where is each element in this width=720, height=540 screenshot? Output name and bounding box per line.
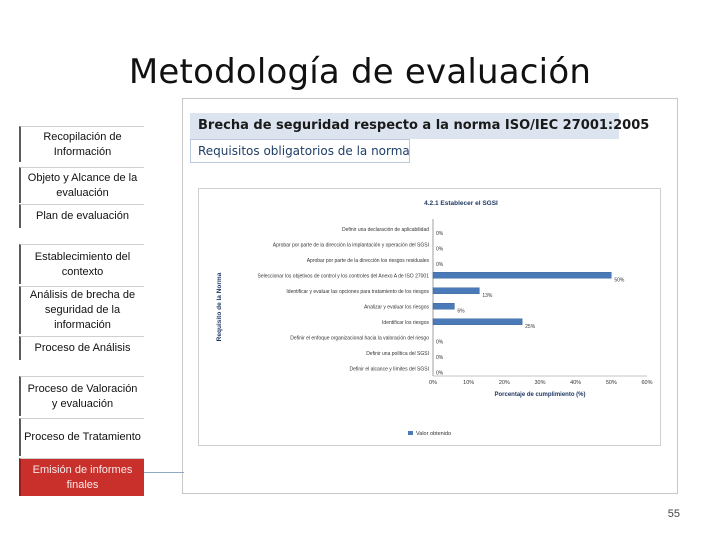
data-label: 0% xyxy=(436,261,444,268)
data-label: 0% xyxy=(436,354,444,361)
x-tick-label: 0% xyxy=(429,380,437,386)
process-step xyxy=(19,204,144,228)
category-label: Definir una política del SGSI xyxy=(366,350,429,357)
process-step xyxy=(19,336,144,360)
process-step-label: Análisis de brecha de seguridad de la información xyxy=(29,289,136,331)
bar xyxy=(433,319,522,325)
category-label: Identificar los riesgos xyxy=(382,319,429,326)
legend-label: Valor obtenido xyxy=(416,431,452,437)
data-label: 6% xyxy=(457,308,465,315)
process-step xyxy=(19,376,144,416)
data-label: 0% xyxy=(436,230,444,237)
category-label: Definir el enfoque organizacional hacia la valoración del riesgo xyxy=(290,335,429,342)
process-step xyxy=(19,244,144,284)
data-label: 50% xyxy=(614,277,625,284)
process-step-label: Recopilación de Información xyxy=(43,130,122,158)
process-step-label: Plan de evaluación xyxy=(36,210,129,222)
process-step-label: Objeto y Alcance de la evaluación xyxy=(27,171,138,199)
x-tick-label: 30% xyxy=(534,380,546,386)
data-label: 13% xyxy=(482,292,493,299)
category-label: Definir el alcance y límites del SGSI xyxy=(349,366,429,373)
data-label: 0% xyxy=(436,246,444,253)
slide-title: Metodología de evaluación xyxy=(128,52,592,92)
step-connector xyxy=(144,472,184,473)
page-number: 55 xyxy=(667,508,680,520)
bar xyxy=(433,288,479,294)
category-label: Identificar y evaluar las opciones para tratamiento de los riesgos xyxy=(286,288,429,295)
process-step-label: Establecimiento del contexto xyxy=(34,250,131,278)
category-label: Analizar y evaluar los riesgos xyxy=(363,304,429,311)
x-tick-label: 50% xyxy=(605,380,617,386)
process-step xyxy=(19,167,144,203)
process-step xyxy=(19,126,144,162)
x-tick-label: 10% xyxy=(463,380,475,386)
process-step-label: Proceso de Valoración y evaluación xyxy=(27,382,138,410)
x-tick-label: 20% xyxy=(498,380,510,386)
gap-bar-chart xyxy=(199,189,660,445)
process-step xyxy=(19,286,144,334)
category-label: Seleccionar los objetivos de control y los controles del Anexo A de ISO 27001 xyxy=(257,273,429,280)
data-label: 0% xyxy=(436,339,444,346)
process-step-label: Proceso de Análisis xyxy=(34,342,131,354)
panel-header: Brecha de seguridad respecto a la norma ISO/IEC 27001:2005 xyxy=(190,113,619,139)
data-label: 25% xyxy=(525,323,536,330)
legend-swatch xyxy=(408,431,413,435)
category-label: Aprobar por parte de la dirección los riesgos residuales xyxy=(306,257,429,264)
category-label: Aprobar por parte de la dirección la implantación y operación del SGSI xyxy=(272,242,429,249)
panel-subheader: Requisitos obligatorios de la norma xyxy=(190,139,410,163)
y-axis-label: Requisito de la Norma xyxy=(216,272,223,342)
bar xyxy=(433,303,454,309)
process-step xyxy=(19,458,144,496)
x-tick-label: 60% xyxy=(641,380,653,386)
category-label: Definir una declaración de aplicabilidad xyxy=(342,226,429,233)
chart-container xyxy=(198,188,661,446)
process-step xyxy=(19,418,144,456)
process-step-label: Emisión de informes finales xyxy=(32,463,133,491)
bar xyxy=(433,272,611,278)
data-label: 0% xyxy=(436,370,444,377)
x-axis-label: Porcentaje de cumplimiento (%) xyxy=(494,392,586,398)
process-step-label: Proceso de Tratamiento xyxy=(24,431,141,443)
x-tick-label: 40% xyxy=(570,380,582,386)
chart-title: 4.2.1 Establecer el SGSI xyxy=(424,200,498,207)
